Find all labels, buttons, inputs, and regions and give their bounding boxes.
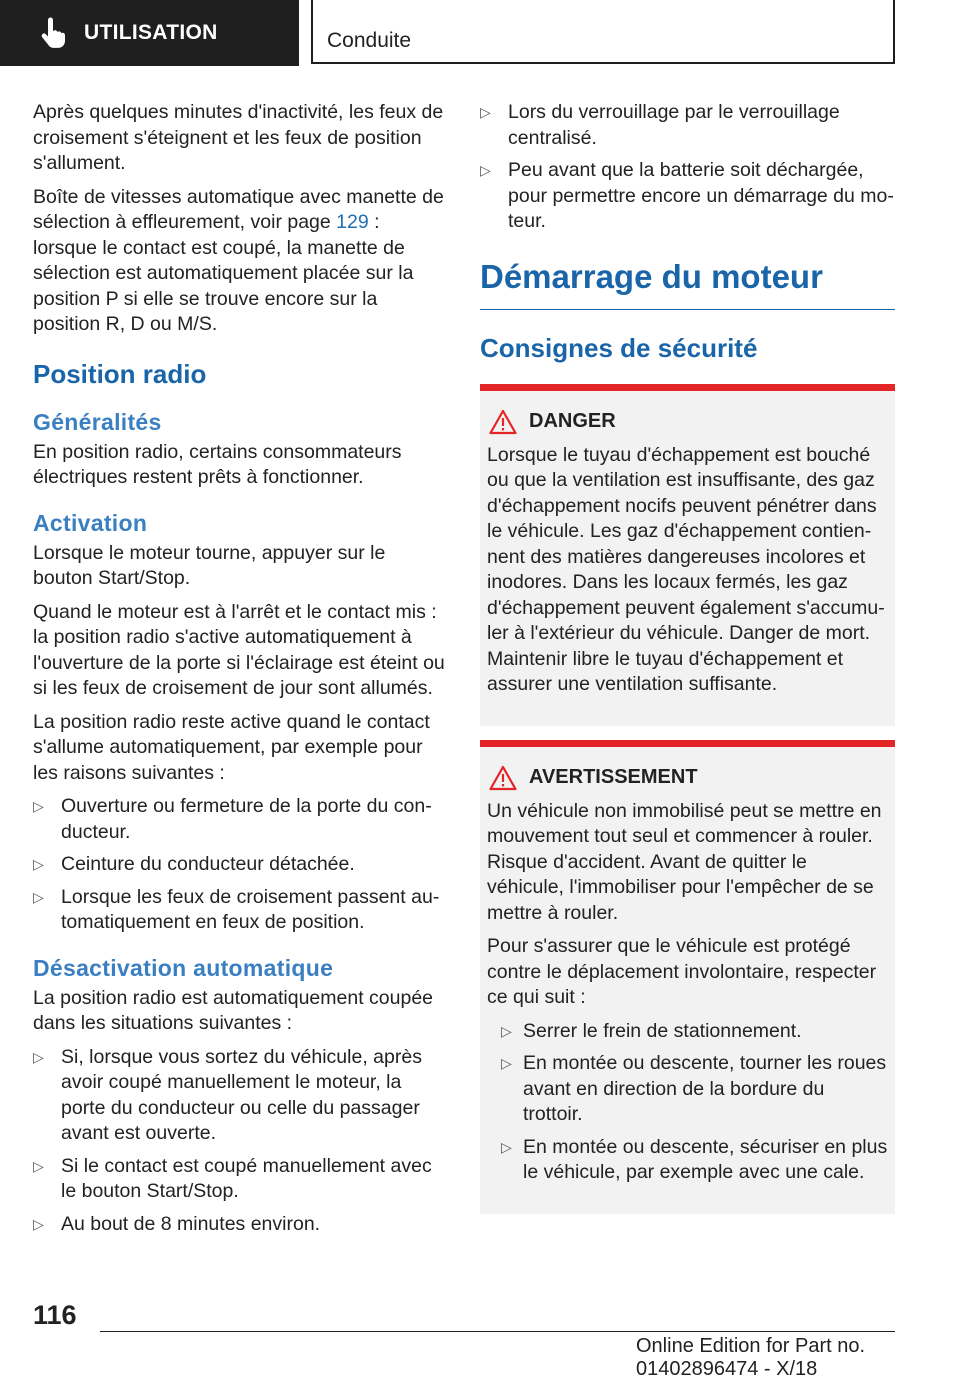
chapter-tab — [311, 0, 895, 64]
list-item-text: En montée ou descente, tourner les roues avant en direction de la bordure du trottoir. — [523, 1052, 887, 1125]
list-item-text: Au bout de 8 minutes environ. — [61, 1212, 321, 1235]
bullet-list — [487, 1019, 889, 1186]
warning-triangle-icon — [489, 409, 517, 435]
page-link[interactable]: 129 — [336, 211, 369, 233]
list-item — [487, 1135, 889, 1186]
list-item — [487, 1019, 889, 1045]
triangle-bullet-icon: ▷ — [480, 162, 491, 178]
triangle-bullet-icon: ▷ — [33, 798, 44, 814]
triangle-bullet-icon: ▷ — [33, 1048, 44, 1065]
text: Boîte de vitesses automatique avec manette de sélection à effleurement, voir page — [33, 185, 444, 233]
text: : lorsque le contact est coupé, la manette de sélection est automatiquement placée sur la position P si elle se trouve encore sur la position R, D ou M/S. — [33, 211, 414, 335]
danger-box — [480, 384, 895, 726]
paragraph: La position radio est automatiquement coupée dans les situations suivantes : — [33, 986, 434, 1034]
paragraph: Après quelques minutes d'inactivité, les feux de croisement s'éteignent et les feux de position s'allument. — [33, 101, 444, 174]
section-label: UTILISATION — [84, 21, 218, 44]
section-title: Consignes de sécurité — [480, 332, 758, 363]
warning-label: AVERTISSEMENT — [529, 765, 698, 788]
warning-box — [480, 740, 895, 1214]
chapter-label: Conduite — [327, 29, 412, 52]
list-item — [33, 794, 448, 845]
list-item-text: Lors du verrouillage par le verrouillage centralisé. — [508, 101, 840, 149]
paragraph: La position radio reste active quand le contact s'allume automatiquement, par exemple pour les raisons suivantes : — [33, 710, 430, 784]
triangle-bullet-icon: ▷ — [33, 1157, 44, 1174]
paragraph: En position radio, certains consommateurs électriques restent prêts à fonctionner. — [33, 440, 402, 488]
chapter-title: Démarrage du moteur — [480, 257, 895, 310]
list-item — [33, 885, 448, 936]
triangle-bullet-icon: ▷ — [501, 1138, 512, 1155]
list-item — [480, 100, 895, 151]
warning-text: Pour s'assurer que le véhicule est protégé contre le déplacement involontaire, respecter ce qui suit : — [487, 935, 877, 1008]
list-item-text: Serrer le frein de stationnement. — [523, 1019, 802, 1042]
subsection-title: Généralités — [33, 408, 162, 435]
danger-heading — [487, 409, 889, 435]
page-header — [0, 0, 960, 66]
list-item — [33, 1212, 448, 1238]
subsection-title: Désactivation automatique — [33, 954, 334, 981]
list-item — [487, 1051, 889, 1128]
subsection-title: Activation — [33, 509, 148, 536]
bullet-list — [33, 794, 448, 936]
paragraph: Lorsque le moteur tourne, appuyer sur le bouton Start/Stop. — [33, 541, 386, 589]
paragraph: Quand le moteur est à l'arrêt et le contact mis : la position radio s'active automatiquement à l'ouverture de la porte si l'éclairage est éteint ou si les feux de croisement de jour sont allumés. — [33, 600, 445, 699]
right-column — [480, 100, 895, 1228]
triangle-bullet-icon: ▷ — [480, 104, 491, 120]
warning-text: Un véhicule non immobilisé peut se mettre en mouvement tout seul et commencer à rouler. Risque d'accident. Avant de quitter le véhicule, l'immobiliser pour l'empêcher de se mettre à rouler. — [487, 799, 882, 924]
triangle-bullet-icon: ▷ — [33, 888, 44, 905]
paragraph — [33, 185, 448, 338]
list-item — [480, 158, 895, 235]
list-item-text: Si, lorsque vous sortez du véhicule, après avoir coupé manuellement le moteur, la porte du conducteur ou celle du passager avant est ouverte. — [61, 1045, 422, 1144]
list-item-text: Si le contact est coupé manuellement avec le bouton Start/Stop. — [61, 1154, 432, 1202]
triangle-bullet-icon: ▷ — [33, 856, 44, 872]
hand-pointer-icon — [36, 16, 70, 50]
section-title: Position radio — [33, 358, 207, 389]
warning-triangle-icon — [489, 765, 517, 791]
warning-heading — [487, 765, 889, 791]
left-column — [33, 100, 448, 1245]
list-item — [33, 1045, 448, 1147]
list-item-text: Ceinture du conducteur détachée. — [61, 853, 355, 875]
triangle-bullet-icon: ▷ — [33, 1215, 44, 1232]
list-item-text: Peu avant que la batterie soit déchargée, pour permettre encore un démarrage du moteur. — [508, 159, 894, 232]
edition-note: Online Edition for Part no. 01402896474 - X/18 — [636, 1335, 866, 1380]
bullet-list — [480, 100, 895, 235]
list-item-text: En montée ou descente, sécuriser en plus le véhicule, par exemple avec une cale. — [523, 1135, 888, 1183]
page-number: 116 — [33, 1300, 77, 1330]
bullet-list — [33, 1045, 448, 1238]
section-tab — [0, 0, 299, 66]
danger-text: Lorsque le tuyau d'échappement est bouché ou que la ventilation est insuffisante, des gaz d'échappement nocifs peuvent pénétrer dans le véhicule. Les gaz d'échappement contiennent des matières dangereuses incolores et inodores. Dans les locaux fermés, les gaz d'échappement peuvent également s'accumuler à l'extérieur du véhicule. Danger de mort. Maintenir libre le tuyau d'échappement et assurer une ventilation suffisante. — [487, 443, 885, 695]
list-item — [33, 1154, 448, 1205]
list-item-text: Ouverture ou fermeture de la porte du conducteur. — [61, 795, 432, 843]
list-item — [33, 852, 448, 878]
danger-label: DANGER — [529, 409, 616, 432]
triangle-bullet-icon: ▷ — [501, 1022, 512, 1039]
triangle-bullet-icon: ▷ — [501, 1055, 512, 1071]
footer-divider — [100, 1331, 895, 1332]
list-item-text: Lorsque les feux de croisement passent automatiquement en feux de position. — [61, 885, 440, 933]
